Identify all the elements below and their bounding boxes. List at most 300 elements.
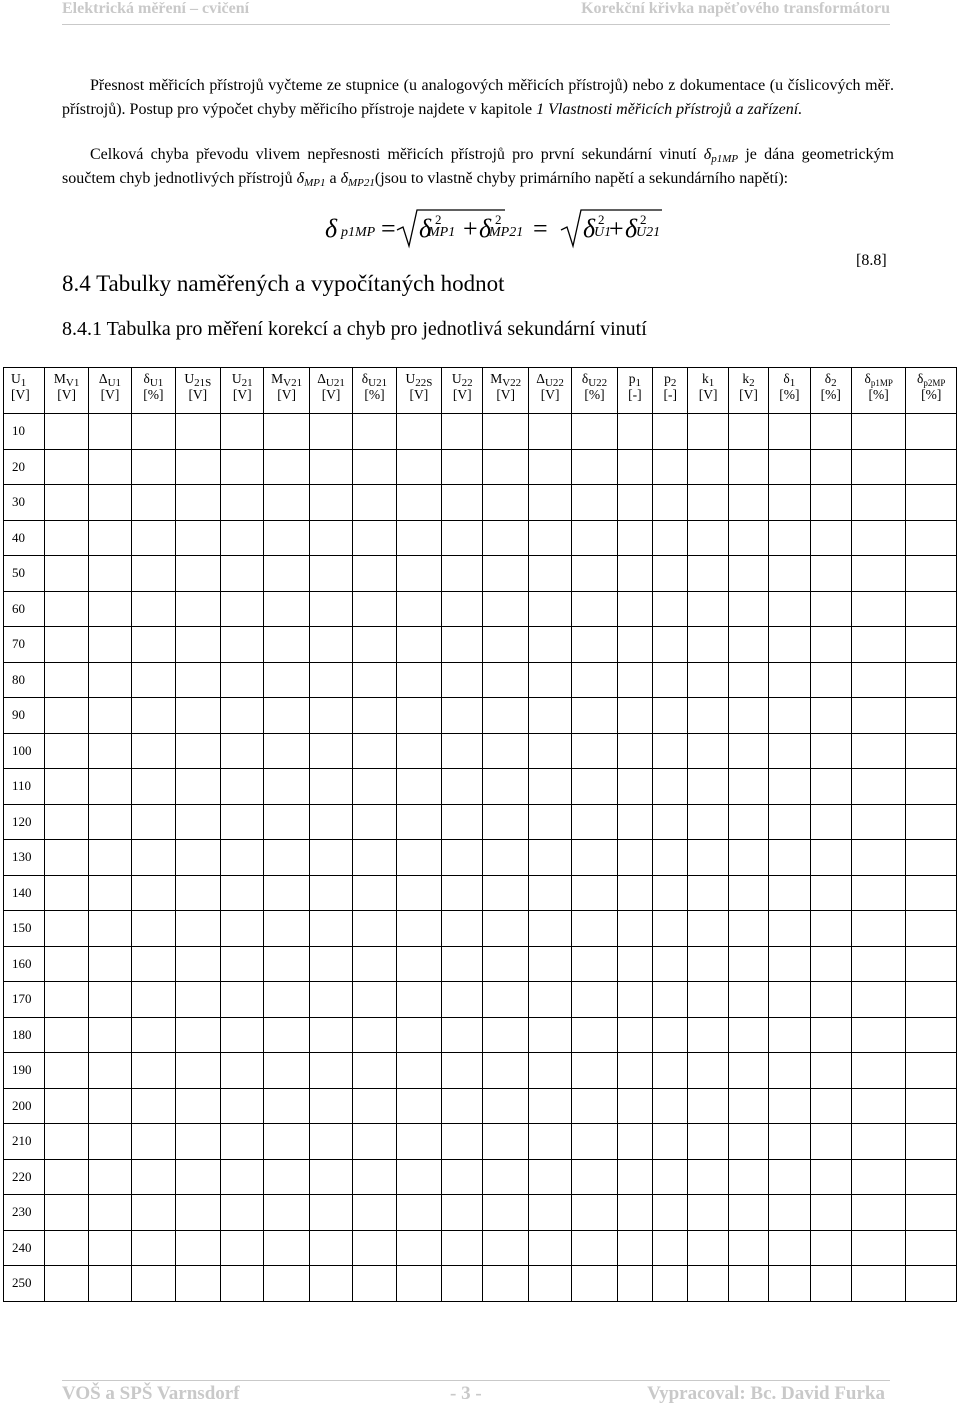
empty-cell[interactable] [175, 804, 220, 840]
empty-cell[interactable] [688, 662, 728, 698]
empty-cell[interactable] [728, 520, 768, 556]
empty-cell[interactable] [617, 911, 652, 947]
empty-cell[interactable] [45, 1088, 88, 1124]
empty-cell[interactable] [653, 414, 688, 450]
empty-cell[interactable] [442, 769, 483, 805]
empty-cell[interactable] [851, 414, 906, 450]
empty-cell[interactable] [810, 804, 851, 840]
empty-cell[interactable] [572, 520, 617, 556]
empty-cell[interactable] [906, 875, 957, 911]
empty-cell[interactable] [442, 1088, 483, 1124]
empty-cell[interactable] [810, 1124, 851, 1160]
empty-cell[interactable] [810, 911, 851, 947]
empty-cell[interactable] [175, 1088, 220, 1124]
empty-cell[interactable] [442, 1266, 483, 1302]
empty-cell[interactable] [45, 1053, 88, 1089]
empty-cell[interactable] [572, 733, 617, 769]
empty-cell[interactable] [221, 414, 264, 450]
empty-cell[interactable] [88, 556, 131, 592]
empty-cell[interactable] [88, 1088, 131, 1124]
empty-cell[interactable] [851, 1266, 906, 1302]
empty-cell[interactable] [483, 982, 528, 1018]
empty-cell[interactable] [442, 733, 483, 769]
empty-cell[interactable] [221, 1053, 264, 1089]
empty-cell[interactable] [653, 1230, 688, 1266]
empty-cell[interactable] [906, 1124, 957, 1160]
empty-cell[interactable] [688, 1017, 728, 1053]
empty-cell[interactable] [810, 520, 851, 556]
empty-cell[interactable] [810, 698, 851, 734]
empty-cell[interactable] [653, 875, 688, 911]
empty-cell[interactable] [353, 946, 396, 982]
empty-cell[interactable] [528, 946, 571, 982]
empty-cell[interactable] [617, 733, 652, 769]
empty-cell[interactable] [906, 1017, 957, 1053]
empty-cell[interactable] [528, 1230, 571, 1266]
empty-cell[interactable] [653, 520, 688, 556]
empty-cell[interactable] [353, 556, 396, 592]
empty-cell[interactable] [528, 556, 571, 592]
empty-cell[interactable] [132, 1159, 175, 1195]
empty-cell[interactable] [728, 449, 768, 485]
empty-cell[interactable] [483, 911, 528, 947]
empty-cell[interactable] [264, 449, 309, 485]
empty-cell[interactable] [810, 1195, 851, 1231]
empty-cell[interactable] [45, 627, 88, 663]
empty-cell[interactable] [572, 769, 617, 805]
empty-cell[interactable] [221, 840, 264, 876]
empty-cell[interactable] [175, 911, 220, 947]
empty-cell[interactable] [688, 1088, 728, 1124]
empty-cell[interactable] [309, 627, 352, 663]
empty-cell[interactable] [309, 911, 352, 947]
empty-cell[interactable] [851, 733, 906, 769]
empty-cell[interactable] [810, 662, 851, 698]
empty-cell[interactable] [353, 1017, 396, 1053]
empty-cell[interactable] [617, 875, 652, 911]
empty-cell[interactable] [810, 449, 851, 485]
empty-cell[interactable] [728, 1159, 768, 1195]
empty-cell[interactable] [688, 1230, 728, 1266]
empty-cell[interactable] [906, 1266, 957, 1302]
empty-cell[interactable] [769, 1124, 810, 1160]
empty-cell[interactable] [175, 982, 220, 1018]
empty-cell[interactable] [572, 1266, 617, 1302]
empty-cell[interactable] [442, 556, 483, 592]
empty-cell[interactable] [769, 520, 810, 556]
empty-cell[interactable] [264, 875, 309, 911]
empty-cell[interactable] [442, 698, 483, 734]
empty-cell[interactable] [769, 875, 810, 911]
empty-cell[interactable] [483, 1159, 528, 1195]
empty-cell[interactable] [617, 1230, 652, 1266]
empty-cell[interactable] [132, 1195, 175, 1231]
empty-cell[interactable] [396, 414, 441, 450]
empty-cell[interactable] [132, 591, 175, 627]
empty-cell[interactable] [45, 982, 88, 1018]
empty-cell[interactable] [528, 733, 571, 769]
empty-cell[interactable] [810, 1230, 851, 1266]
empty-cell[interactable] [851, 875, 906, 911]
empty-cell[interactable] [906, 414, 957, 450]
empty-cell[interactable] [88, 520, 131, 556]
empty-cell[interactable] [769, 1017, 810, 1053]
empty-cell[interactable] [906, 733, 957, 769]
empty-cell[interactable] [396, 1230, 441, 1266]
empty-cell[interactable] [851, 698, 906, 734]
empty-cell[interactable] [175, 414, 220, 450]
empty-cell[interactable] [653, 485, 688, 521]
empty-cell[interactable] [88, 414, 131, 450]
empty-cell[interactable] [264, 1195, 309, 1231]
empty-cell[interactable] [653, 733, 688, 769]
empty-cell[interactable] [309, 698, 352, 734]
empty-cell[interactable] [688, 1124, 728, 1160]
empty-cell[interactable] [132, 875, 175, 911]
empty-cell[interactable] [45, 1266, 88, 1302]
empty-cell[interactable] [132, 946, 175, 982]
empty-cell[interactable] [617, 840, 652, 876]
empty-cell[interactable] [528, 875, 571, 911]
empty-cell[interactable] [688, 449, 728, 485]
empty-cell[interactable] [396, 946, 441, 982]
empty-cell[interactable] [769, 733, 810, 769]
empty-cell[interactable] [396, 1124, 441, 1160]
empty-cell[interactable] [906, 946, 957, 982]
empty-cell[interactable] [688, 1159, 728, 1195]
empty-cell[interactable] [264, 520, 309, 556]
empty-cell[interactable] [175, 1159, 220, 1195]
empty-cell[interactable] [483, 556, 528, 592]
empty-cell[interactable] [309, 875, 352, 911]
empty-cell[interactable] [769, 1230, 810, 1266]
empty-cell[interactable] [221, 911, 264, 947]
empty-cell[interactable] [769, 1195, 810, 1231]
empty-cell[interactable] [221, 1195, 264, 1231]
empty-cell[interactable] [483, 698, 528, 734]
empty-cell[interactable] [353, 911, 396, 947]
empty-cell[interactable] [353, 1266, 396, 1302]
empty-cell[interactable] [528, 627, 571, 663]
empty-cell[interactable] [353, 414, 396, 450]
empty-cell[interactable] [88, 733, 131, 769]
empty-cell[interactable] [221, 733, 264, 769]
empty-cell[interactable] [617, 520, 652, 556]
empty-cell[interactable] [528, 804, 571, 840]
empty-cell[interactable] [442, 840, 483, 876]
empty-cell[interactable] [653, 591, 688, 627]
empty-cell[interactable] [264, 804, 309, 840]
empty-cell[interactable] [88, 627, 131, 663]
empty-cell[interactable] [45, 840, 88, 876]
empty-cell[interactable] [132, 485, 175, 521]
empty-cell[interactable] [442, 982, 483, 1018]
empty-cell[interactable] [769, 769, 810, 805]
empty-cell[interactable] [851, 1230, 906, 1266]
empty-cell[interactable] [483, 485, 528, 521]
empty-cell[interactable] [88, 982, 131, 1018]
empty-cell[interactable] [851, 556, 906, 592]
empty-cell[interactable] [688, 1195, 728, 1231]
empty-cell[interactable] [810, 627, 851, 663]
empty-cell[interactable] [175, 1230, 220, 1266]
empty-cell[interactable] [221, 662, 264, 698]
empty-cell[interactable] [528, 1159, 571, 1195]
empty-cell[interactable] [483, 875, 528, 911]
empty-cell[interactable] [572, 1230, 617, 1266]
empty-cell[interactable] [688, 946, 728, 982]
empty-cell[interactable] [442, 520, 483, 556]
empty-cell[interactable] [88, 840, 131, 876]
empty-cell[interactable] [309, 804, 352, 840]
empty-cell[interactable] [264, 591, 309, 627]
empty-cell[interactable] [353, 1159, 396, 1195]
empty-cell[interactable] [221, 591, 264, 627]
empty-cell[interactable] [442, 1053, 483, 1089]
empty-cell[interactable] [309, 1017, 352, 1053]
empty-cell[interactable] [353, 1230, 396, 1266]
empty-cell[interactable] [132, 1124, 175, 1160]
empty-cell[interactable] [309, 1195, 352, 1231]
empty-cell[interactable] [442, 1017, 483, 1053]
empty-cell[interactable] [132, 698, 175, 734]
empty-cell[interactable] [653, 946, 688, 982]
empty-cell[interactable] [132, 449, 175, 485]
empty-cell[interactable] [309, 556, 352, 592]
empty-cell[interactable] [45, 662, 88, 698]
empty-cell[interactable] [483, 1230, 528, 1266]
empty-cell[interactable] [617, 1159, 652, 1195]
empty-cell[interactable] [353, 1195, 396, 1231]
empty-cell[interactable] [688, 733, 728, 769]
empty-cell[interactable] [175, 733, 220, 769]
empty-cell[interactable] [653, 1266, 688, 1302]
empty-cell[interactable] [617, 1088, 652, 1124]
empty-cell[interactable] [264, 946, 309, 982]
empty-cell[interactable] [728, 982, 768, 1018]
empty-cell[interactable] [353, 769, 396, 805]
empty-cell[interactable] [906, 520, 957, 556]
empty-cell[interactable] [617, 556, 652, 592]
empty-cell[interactable] [483, 733, 528, 769]
empty-cell[interactable] [175, 1195, 220, 1231]
empty-cell[interactable] [88, 804, 131, 840]
empty-cell[interactable] [617, 698, 652, 734]
empty-cell[interactable] [396, 591, 441, 627]
empty-cell[interactable] [396, 769, 441, 805]
empty-cell[interactable] [688, 982, 728, 1018]
empty-cell[interactable] [221, 449, 264, 485]
empty-cell[interactable] [175, 556, 220, 592]
empty-cell[interactable] [653, 840, 688, 876]
empty-cell[interactable] [132, 911, 175, 947]
empty-cell[interactable] [617, 485, 652, 521]
empty-cell[interactable] [653, 769, 688, 805]
empty-cell[interactable] [45, 449, 88, 485]
empty-cell[interactable] [572, 1053, 617, 1089]
empty-cell[interactable] [221, 1230, 264, 1266]
empty-cell[interactable] [653, 698, 688, 734]
empty-cell[interactable] [688, 698, 728, 734]
empty-cell[interactable] [88, 1053, 131, 1089]
empty-cell[interactable] [309, 733, 352, 769]
empty-cell[interactable] [88, 449, 131, 485]
empty-cell[interactable] [483, 449, 528, 485]
empty-cell[interactable] [617, 1195, 652, 1231]
empty-cell[interactable] [353, 662, 396, 698]
empty-cell[interactable] [528, 698, 571, 734]
empty-cell[interactable] [45, 1230, 88, 1266]
empty-cell[interactable] [528, 1266, 571, 1302]
empty-cell[interactable] [728, 1124, 768, 1160]
empty-cell[interactable] [483, 1088, 528, 1124]
empty-cell[interactable] [810, 1053, 851, 1089]
empty-cell[interactable] [264, 769, 309, 805]
empty-cell[interactable] [728, 627, 768, 663]
empty-cell[interactable] [132, 982, 175, 1018]
empty-cell[interactable] [728, 698, 768, 734]
empty-cell[interactable] [88, 875, 131, 911]
empty-cell[interactable] [851, 520, 906, 556]
empty-cell[interactable] [264, 414, 309, 450]
empty-cell[interactable] [309, 769, 352, 805]
empty-cell[interactable] [810, 1088, 851, 1124]
empty-cell[interactable] [528, 1088, 571, 1124]
empty-cell[interactable] [617, 414, 652, 450]
empty-cell[interactable] [221, 1088, 264, 1124]
empty-cell[interactable] [728, 946, 768, 982]
empty-cell[interactable] [906, 556, 957, 592]
empty-cell[interactable] [88, 662, 131, 698]
empty-cell[interactable] [851, 591, 906, 627]
empty-cell[interactable] [617, 769, 652, 805]
empty-cell[interactable] [88, 911, 131, 947]
empty-cell[interactable] [353, 627, 396, 663]
empty-cell[interactable] [617, 662, 652, 698]
empty-cell[interactable] [769, 1266, 810, 1302]
empty-cell[interactable] [442, 627, 483, 663]
empty-cell[interactable] [851, 769, 906, 805]
empty-cell[interactable] [88, 698, 131, 734]
empty-cell[interactable] [396, 911, 441, 947]
empty-cell[interactable] [264, 1266, 309, 1302]
empty-cell[interactable] [572, 485, 617, 521]
empty-cell[interactable] [528, 1053, 571, 1089]
empty-cell[interactable] [221, 946, 264, 982]
empty-cell[interactable] [617, 627, 652, 663]
empty-cell[interactable] [483, 1266, 528, 1302]
empty-cell[interactable] [906, 1053, 957, 1089]
empty-cell[interactable] [442, 591, 483, 627]
empty-cell[interactable] [906, 1088, 957, 1124]
empty-cell[interactable] [353, 982, 396, 1018]
empty-cell[interactable] [528, 485, 571, 521]
empty-cell[interactable] [264, 1159, 309, 1195]
empty-cell[interactable] [175, 946, 220, 982]
empty-cell[interactable] [483, 627, 528, 663]
empty-cell[interactable] [728, 733, 768, 769]
empty-cell[interactable] [353, 698, 396, 734]
empty-cell[interactable] [45, 1159, 88, 1195]
empty-cell[interactable] [653, 1053, 688, 1089]
empty-cell[interactable] [810, 840, 851, 876]
empty-cell[interactable] [906, 662, 957, 698]
empty-cell[interactable] [572, 591, 617, 627]
empty-cell[interactable] [45, 485, 88, 521]
empty-cell[interactable] [906, 1195, 957, 1231]
empty-cell[interactable] [396, 1088, 441, 1124]
empty-cell[interactable] [45, 1017, 88, 1053]
empty-cell[interactable] [572, 982, 617, 1018]
empty-cell[interactable] [132, 840, 175, 876]
empty-cell[interactable] [810, 769, 851, 805]
empty-cell[interactable] [769, 804, 810, 840]
empty-cell[interactable] [769, 627, 810, 663]
empty-cell[interactable] [688, 875, 728, 911]
empty-cell[interactable] [617, 1017, 652, 1053]
empty-cell[interactable] [175, 449, 220, 485]
empty-cell[interactable] [309, 591, 352, 627]
empty-cell[interactable] [396, 1017, 441, 1053]
empty-cell[interactable] [851, 662, 906, 698]
empty-cell[interactable] [906, 627, 957, 663]
empty-cell[interactable] [653, 1159, 688, 1195]
empty-cell[interactable] [728, 840, 768, 876]
empty-cell[interactable] [175, 1053, 220, 1089]
empty-cell[interactable] [353, 875, 396, 911]
empty-cell[interactable] [572, 1195, 617, 1231]
empty-cell[interactable] [483, 1053, 528, 1089]
empty-cell[interactable] [88, 1017, 131, 1053]
empty-cell[interactable] [688, 414, 728, 450]
empty-cell[interactable] [528, 769, 571, 805]
empty-cell[interactable] [88, 1159, 131, 1195]
empty-cell[interactable] [132, 520, 175, 556]
empty-cell[interactable] [769, 946, 810, 982]
empty-cell[interactable] [309, 414, 352, 450]
empty-cell[interactable] [88, 1230, 131, 1266]
empty-cell[interactable] [221, 485, 264, 521]
empty-cell[interactable] [653, 1088, 688, 1124]
empty-cell[interactable] [442, 946, 483, 982]
empty-cell[interactable] [653, 662, 688, 698]
empty-cell[interactable] [688, 1266, 728, 1302]
empty-cell[interactable] [88, 769, 131, 805]
empty-cell[interactable] [45, 875, 88, 911]
empty-cell[interactable] [132, 556, 175, 592]
empty-cell[interactable] [653, 911, 688, 947]
empty-cell[interactable] [572, 1159, 617, 1195]
empty-cell[interactable] [483, 840, 528, 876]
empty-cell[interactable] [851, 911, 906, 947]
empty-cell[interactable] [221, 627, 264, 663]
empty-cell[interactable] [728, 1266, 768, 1302]
empty-cell[interactable] [572, 1124, 617, 1160]
empty-cell[interactable] [396, 1195, 441, 1231]
empty-cell[interactable] [353, 1088, 396, 1124]
empty-cell[interactable] [88, 1266, 131, 1302]
empty-cell[interactable] [906, 982, 957, 1018]
empty-cell[interactable] [396, 733, 441, 769]
empty-cell[interactable] [442, 414, 483, 450]
empty-cell[interactable] [483, 1195, 528, 1231]
empty-cell[interactable] [572, 875, 617, 911]
empty-cell[interactable] [175, 1266, 220, 1302]
empty-cell[interactable] [396, 1053, 441, 1089]
empty-cell[interactable] [396, 1266, 441, 1302]
empty-cell[interactable] [572, 1088, 617, 1124]
empty-cell[interactable] [175, 769, 220, 805]
